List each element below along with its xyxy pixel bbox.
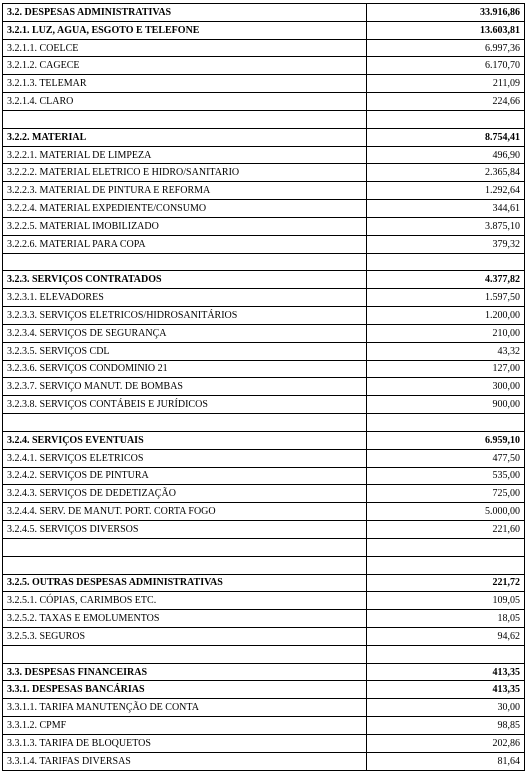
row-label bbox=[3, 253, 367, 271]
row-value: 413,35 bbox=[367, 681, 525, 699]
line-item-row bbox=[3, 378, 525, 396]
row-value: 94,62 bbox=[367, 627, 525, 645]
row-value: 3.875,10 bbox=[367, 217, 525, 235]
row-value: 6.959,10 bbox=[367, 431, 525, 449]
expense-table-body bbox=[3, 4, 525, 771]
line-item-row bbox=[3, 610, 525, 628]
line-item-row bbox=[3, 146, 525, 164]
row-label: 3.2.3.8. SERVIÇOS CONTÁBEIS E JURÍDICOS bbox=[3, 396, 367, 414]
row-value bbox=[367, 556, 525, 574]
line-item-row bbox=[3, 503, 525, 521]
row-value: 2.365,84 bbox=[367, 164, 525, 182]
line-item-row bbox=[3, 235, 525, 253]
blank-row bbox=[3, 253, 525, 271]
row-label: 3.2.4.1. SERVIÇOS ELETRICOS bbox=[3, 449, 367, 467]
row-label: 3.2.3.3. SERVIÇOS ELETRICOS/HIDROSANITÁRIOS bbox=[3, 307, 367, 325]
line-item-row bbox=[3, 39, 525, 57]
row-label: 3.2.1. LUZ, AGUA, ESGOTO E TELEFONE bbox=[3, 21, 367, 39]
row-label: 3.2.4.5. SERVIÇOS DIVERSOS bbox=[3, 521, 367, 539]
row-label: 3.3.1.4. TARIFAS DIVERSAS bbox=[3, 752, 367, 770]
row-label: 3.2. DESPESAS ADMINISTRATIVAS bbox=[3, 4, 367, 22]
row-value bbox=[367, 414, 525, 432]
line-item-row bbox=[3, 289, 525, 307]
row-value: 900,00 bbox=[367, 396, 525, 414]
row-label bbox=[3, 556, 367, 574]
line-item-row bbox=[3, 342, 525, 360]
row-value: 413,35 bbox=[367, 663, 525, 681]
row-label: 3.2.2.4. MATERIAL EXPEDIENTE/CONSUMO bbox=[3, 200, 367, 218]
row-value: 1.597,50 bbox=[367, 289, 525, 307]
row-label: 3.2.5. OUTRAS DESPESAS ADMINISTRATIVAS bbox=[3, 574, 367, 592]
row-value: 5.000,00 bbox=[367, 503, 525, 521]
line-item-row bbox=[3, 627, 525, 645]
line-item-row bbox=[3, 324, 525, 342]
row-label: 3.2.2.3. MATERIAL DE PINTURA E REFORMA bbox=[3, 182, 367, 200]
row-label: 3.3.1. DESPESAS BANCÁRIAS bbox=[3, 681, 367, 699]
row-label: 3.2.3.4. SERVIÇOS DE SEGURANÇA bbox=[3, 324, 367, 342]
row-label: 3.2.5.2. TAXAS E EMOLUMENTOS bbox=[3, 610, 367, 628]
row-value: 1.292,64 bbox=[367, 182, 525, 200]
section-header-row bbox=[3, 431, 525, 449]
line-item-row bbox=[3, 200, 525, 218]
blank-row bbox=[3, 645, 525, 663]
row-label: 3.2.4. SERVIÇOS EVENTUAIS bbox=[3, 431, 367, 449]
row-label: 3.2.1.1. COELCE bbox=[3, 39, 367, 57]
row-label: 3.2.4.4. SERV. DE MANUT. PORT. CORTA FOGO bbox=[3, 503, 367, 521]
line-item-row bbox=[3, 717, 525, 735]
row-label: 3.2.1.2. CAGECE bbox=[3, 57, 367, 75]
row-label: 3.2.4.2. SERVIÇOS DE PINTURA bbox=[3, 467, 367, 485]
row-value bbox=[367, 253, 525, 271]
row-label: 3.3.1.3. TARIFA DE BLOQUETOS bbox=[3, 734, 367, 752]
line-item-row bbox=[3, 307, 525, 325]
row-label: 3.2.5.3. SEGUROS bbox=[3, 627, 367, 645]
line-item-row bbox=[3, 360, 525, 378]
row-value: 224,66 bbox=[367, 93, 525, 111]
row-label: 3.3.1.1. TARIFA MANUTENÇÃO DE CONTA bbox=[3, 699, 367, 717]
row-value: 8.754,41 bbox=[367, 128, 525, 146]
row-label: 3.3. DESPESAS FINANCEIRAS bbox=[3, 663, 367, 681]
blank-row bbox=[3, 414, 525, 432]
line-item-row bbox=[3, 182, 525, 200]
row-value: 33.916,86 bbox=[367, 4, 525, 22]
row-label: 3.2.2.5. MATERIAL IMOBILIZADO bbox=[3, 217, 367, 235]
blank-row bbox=[3, 556, 525, 574]
row-label: 3.3.1.2. CPMF bbox=[3, 717, 367, 735]
section-header-row bbox=[3, 663, 525, 681]
row-value: 221,72 bbox=[367, 574, 525, 592]
row-value: 379,32 bbox=[367, 235, 525, 253]
row-label bbox=[3, 538, 367, 556]
line-item-row bbox=[3, 396, 525, 414]
row-value: 6.170,70 bbox=[367, 57, 525, 75]
row-label: 3.2.3.7. SERVIÇO MANUT. DE BOMBAS bbox=[3, 378, 367, 396]
row-value: 344,61 bbox=[367, 200, 525, 218]
row-label bbox=[3, 414, 367, 432]
section-header-row bbox=[3, 574, 525, 592]
row-value: 43,32 bbox=[367, 342, 525, 360]
row-value: 98,85 bbox=[367, 717, 525, 735]
row-value: 13.603,81 bbox=[367, 21, 525, 39]
expense-table bbox=[2, 3, 525, 771]
row-value: 725,00 bbox=[367, 485, 525, 503]
line-item-row bbox=[3, 449, 525, 467]
row-value: 202,86 bbox=[367, 734, 525, 752]
row-value: 18,05 bbox=[367, 610, 525, 628]
blank-row bbox=[3, 110, 525, 128]
row-label: 3.2.1.4. CLARO bbox=[3, 93, 367, 111]
line-item-row bbox=[3, 467, 525, 485]
row-label: 3.2.3.1. ELEVADORES bbox=[3, 289, 367, 307]
line-item-row bbox=[3, 592, 525, 610]
line-item-row bbox=[3, 752, 525, 770]
section-header-row bbox=[3, 4, 525, 22]
line-item-row bbox=[3, 57, 525, 75]
row-value: 496,90 bbox=[367, 146, 525, 164]
row-label: 3.2.3.5. SERVIÇOS CDL bbox=[3, 342, 367, 360]
row-value: 81,64 bbox=[367, 752, 525, 770]
row-value: 109,05 bbox=[367, 592, 525, 610]
line-item-row bbox=[3, 699, 525, 717]
row-label: 3.2.3.6. SERVIÇOS CONDOMINIO 21 bbox=[3, 360, 367, 378]
section-header-row bbox=[3, 681, 525, 699]
row-label: 3.2.4.3. SERVIÇOS DE DEDETIZAÇÃO bbox=[3, 485, 367, 503]
row-value: 300,00 bbox=[367, 378, 525, 396]
row-label: 3.2.5.1. CÓPIAS, CARIMBOS ETC. bbox=[3, 592, 367, 610]
line-item-row bbox=[3, 93, 525, 111]
row-label: 3.2.2. MATERIAL bbox=[3, 128, 367, 146]
row-value: 535,00 bbox=[367, 467, 525, 485]
line-item-row bbox=[3, 734, 525, 752]
section-header-row bbox=[3, 21, 525, 39]
row-value bbox=[367, 645, 525, 663]
row-label bbox=[3, 645, 367, 663]
row-value: 127,00 bbox=[367, 360, 525, 378]
blank-row bbox=[3, 538, 525, 556]
row-label: 3.2.2.6. MATERIAL PARA COPA bbox=[3, 235, 367, 253]
row-value: 221,60 bbox=[367, 521, 525, 539]
row-value: 30,00 bbox=[367, 699, 525, 717]
row-label: 3.2.1.3. TELEMAR bbox=[3, 75, 367, 93]
row-label: 3.2.3. SERVIÇOS CONTRATADOS bbox=[3, 271, 367, 289]
row-value bbox=[367, 110, 525, 128]
row-value: 4.377,82 bbox=[367, 271, 525, 289]
row-value: 477,50 bbox=[367, 449, 525, 467]
line-item-row bbox=[3, 164, 525, 182]
row-label: 3.2.2.1. MATERIAL DE LIMPEZA bbox=[3, 146, 367, 164]
row-value: 1.200,00 bbox=[367, 307, 525, 325]
line-item-row bbox=[3, 485, 525, 503]
row-value: 211,09 bbox=[367, 75, 525, 93]
line-item-row bbox=[3, 75, 525, 93]
line-item-row bbox=[3, 521, 525, 539]
row-value: 210,00 bbox=[367, 324, 525, 342]
row-value: 6.997,36 bbox=[367, 39, 525, 57]
line-item-row bbox=[3, 217, 525, 235]
row-label bbox=[3, 110, 367, 128]
section-header-row bbox=[3, 128, 525, 146]
section-header-row bbox=[3, 271, 525, 289]
row-label: 3.2.2.2. MATERIAL ELETRICO E HIDRO/SANITARIO bbox=[3, 164, 367, 182]
row-value bbox=[367, 538, 525, 556]
